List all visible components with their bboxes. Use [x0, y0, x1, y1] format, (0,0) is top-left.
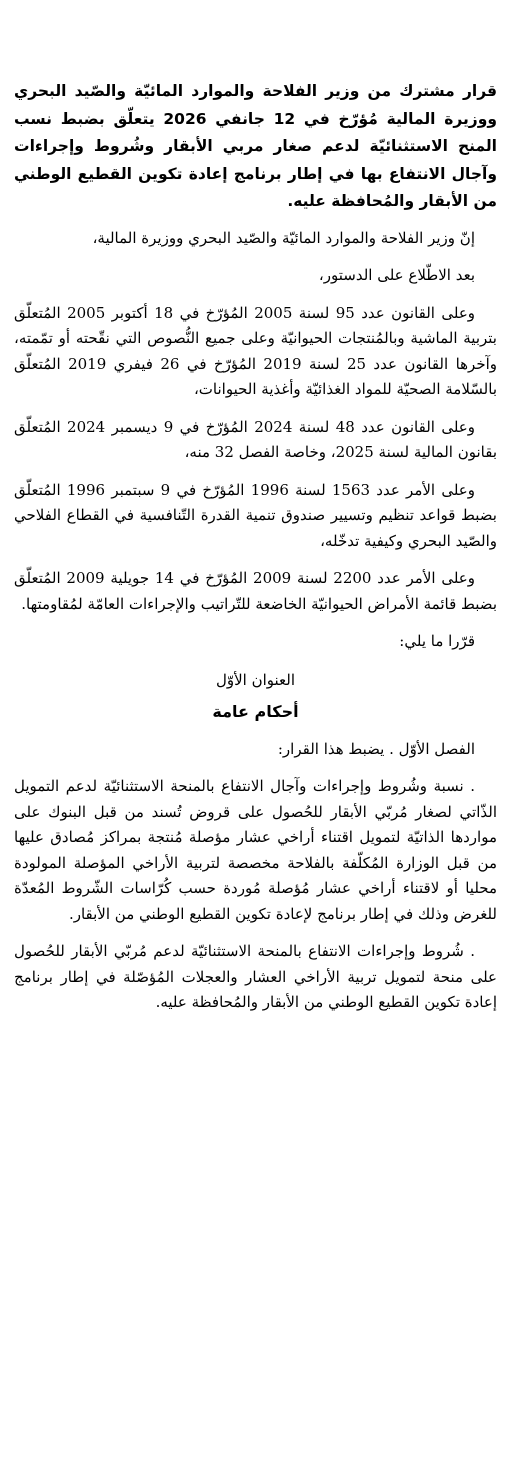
- decided-line: قرّرا ما يلي:: [399, 632, 475, 651]
- decree-title: قرار مشترك من وزير الفلاحة والموارد المائيّة والصّيد البحري ووزيرة المالية مُؤرّخ في 12 جانفي 2026 يتعلّق بضبط نسب المنح الاستثنائيّة لدعم صغار مربي الأبقار وشُروط وإجراءات وآجال الانتفاع بها في إطار برنامج إعادة تكوين القطيع الوطني من الأبقار والمُحافظة عليه.: [14, 82, 497, 211]
- chapter-subtitle: أحكام عامة: [212, 701, 299, 721]
- recital-decree-1996: وعلى الأمر عدد 1563 لسنة 1996 المُؤرّخ في 9 سبتمبر 1996 المُتعلّق بضبط قواعد تنظيم وتسيير صندوق تنمية القدرة التّنافسية في القطاع الفلاحي والصّيد البحري وكيفية تدخّله،: [14, 480, 497, 550]
- article-1-item-1: . نسبة وشُروط وإجراءات وآجال الانتفاع بالمنحة الاستثنائيّة لدعم التمويل الذّاتي لصغار مُربّي الأبقار للحُصول على قروض تُسند من قبل البنوك على مواردها الذاتيّة لتمويل اقتناء أراخي عشار مؤصلة مُنتجة بمراكز مُصادق عليها من قبل الوزارة المُكلّفة بالفلاحة مخصصة لتربية الأراخي المؤصلة المولودة محليا أو لاقتناء أراخي عشار مُؤصلة مُوردة حسب كُرّاسات الشّروط المُعدّة للغرض وذلك في إطار برنامج لإعادة تكوين القطيع الوطني من الأبقار.: [14, 777, 497, 923]
- intro-paragraph: إنّ وزير الفلاحة والموارد المائيّة والصّيد البحري ووزيرة المالية،: [92, 228, 475, 247]
- article-1-item-2: . شُروط وإجراءات الانتفاع بالمنحة الاستثنائيّة لدعم مُربّي الأبقار للحُصول على منحة لتمويل تربية الأراخي العشار والعجلات المُؤصّلة في إطار برنامج إعادة تكوين القطيع الوطني من الأبقار والمُحافظة عليه.: [14, 942, 497, 1012]
- recital-law-2024: وعلى القانون عدد 48 لسنة 2024 المُؤرّخ في 9 ديسمبر 2024 المُتعلّق بقانون المالية لسنة 2025، وخاصة الفصل 32 منه،: [14, 417, 497, 462]
- recital-law-2005: وعلى القانون عدد 95 لسنة 2005 المُؤرّخ في 18 أكتوبر 2005 المُتعلّق بتربية الماشية وبالمُنتجات الحيوانيّة وعلى جميع النُّصوص التي نقّحته أو تمّمته، وآخرها القانون عدد 25 لسنة 2019 المُؤرّخ في 26 فيفري 2019 المُتعلّق بالسّلامة الصحيّة للمواد الغذائيّة وأغذية الحيوانات،: [14, 303, 498, 399]
- constitution-reference: بعد الاطّلاع على الدستور،: [318, 266, 475, 285]
- article-1-intro: الفصل الأوّل . يضبط هذا القرار:: [277, 739, 475, 758]
- recital-decree-2009: وعلى الأمر عدد 2200 لسنة 2009 المُؤرّخ في 14 جويلية 2009 المُتعلّق بضبط قائمة الأمراض الحيوانيّة الخاضعة للتّراتيب والإجراءات العامّة لمُقاومتها.: [14, 569, 497, 613]
- chapter-title: العنوان الأوّل: [215, 670, 296, 689]
